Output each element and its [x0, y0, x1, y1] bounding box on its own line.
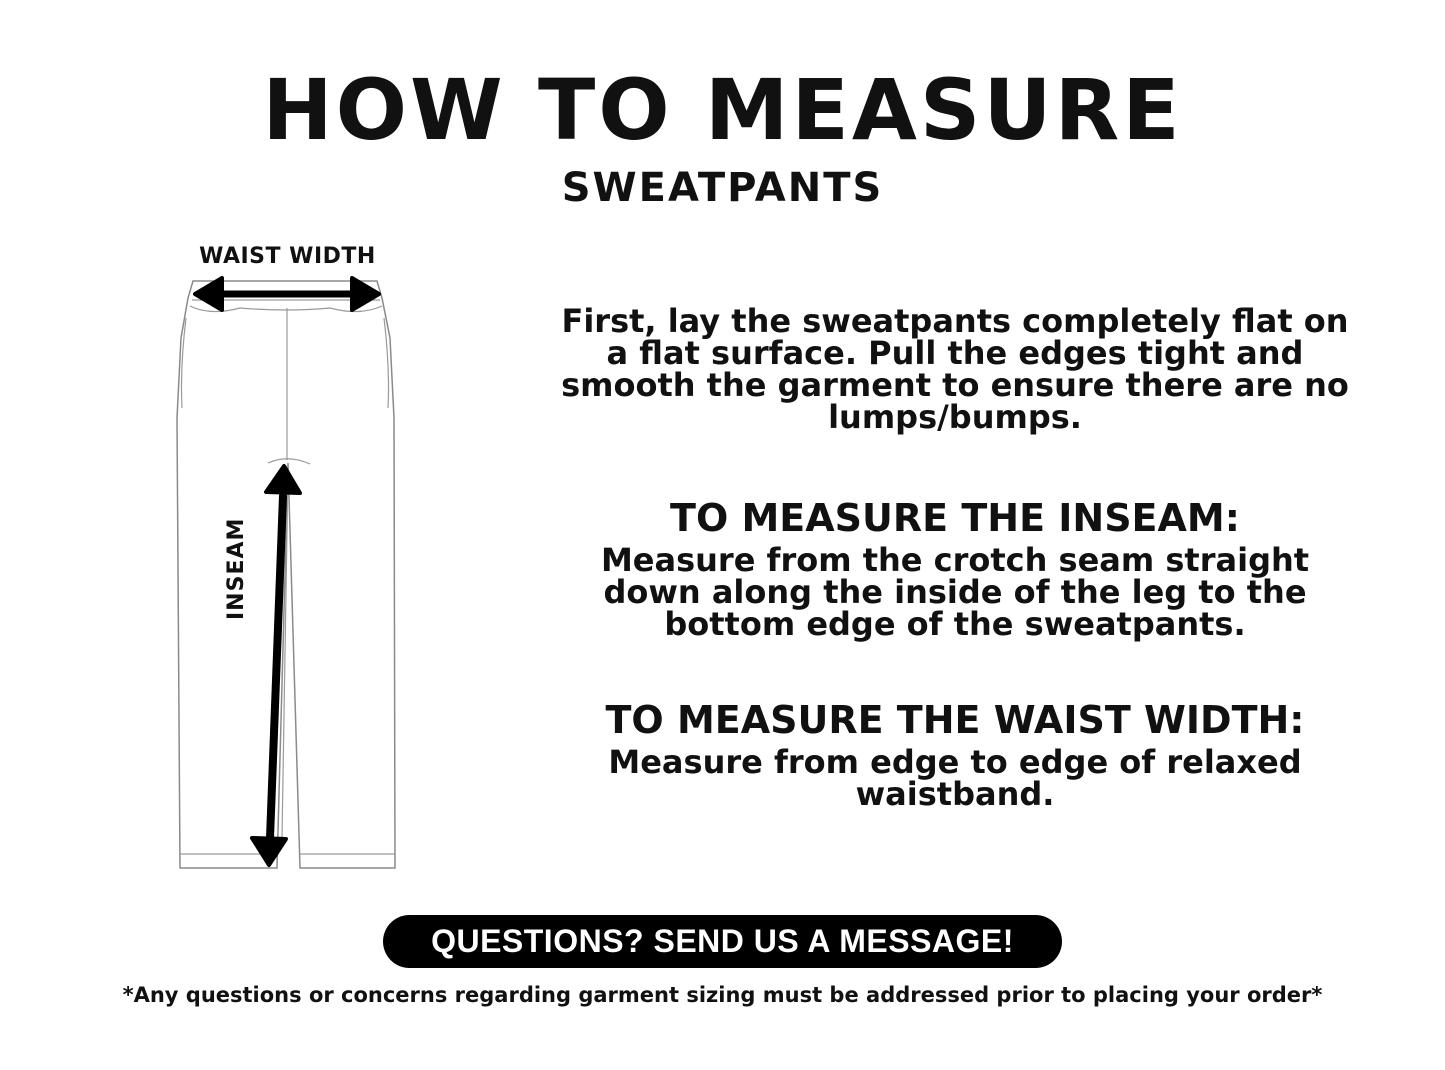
sweatpants-diagram: [150, 238, 430, 888]
send-message-button[interactable]: QUESTIONS? SEND US A MESSAGE!: [383, 915, 1062, 968]
inseam-heading: TO MEASURE THE INSEAM:: [670, 496, 1240, 540]
waist-text: Measure from edge to edge of relaxed waistband.: [608, 743, 1302, 813]
inseam-text: Measure from the crotch seam straight down along the inside of the leg to the bottom edge of the sweatpants.: [600, 541, 1310, 643]
instructions-section: [560, 302, 1350, 870]
sizing-disclaimer: *Any questions or concerns regarding garment sizing must be addressed prior to placing your order*: [122, 983, 1323, 1007]
waist-width-label: WAIST WIDTH: [199, 244, 376, 269]
page-title: HOW TO MEASURE: [262, 61, 1183, 159]
sweatpants-illustration: [150, 238, 430, 888]
intro-text: First, lay the sweatpants completely flat on a flat surface. Pull the edges tight and smooth the garment to ensure there are no lumps/bumps.: [561, 302, 1349, 436]
page-subtitle: SWEATPANTS: [561, 165, 884, 211]
waist-heading: TO MEASURE THE WAIST WIDTH:: [605, 698, 1305, 742]
inseam-label: INSEAM: [224, 517, 249, 620]
